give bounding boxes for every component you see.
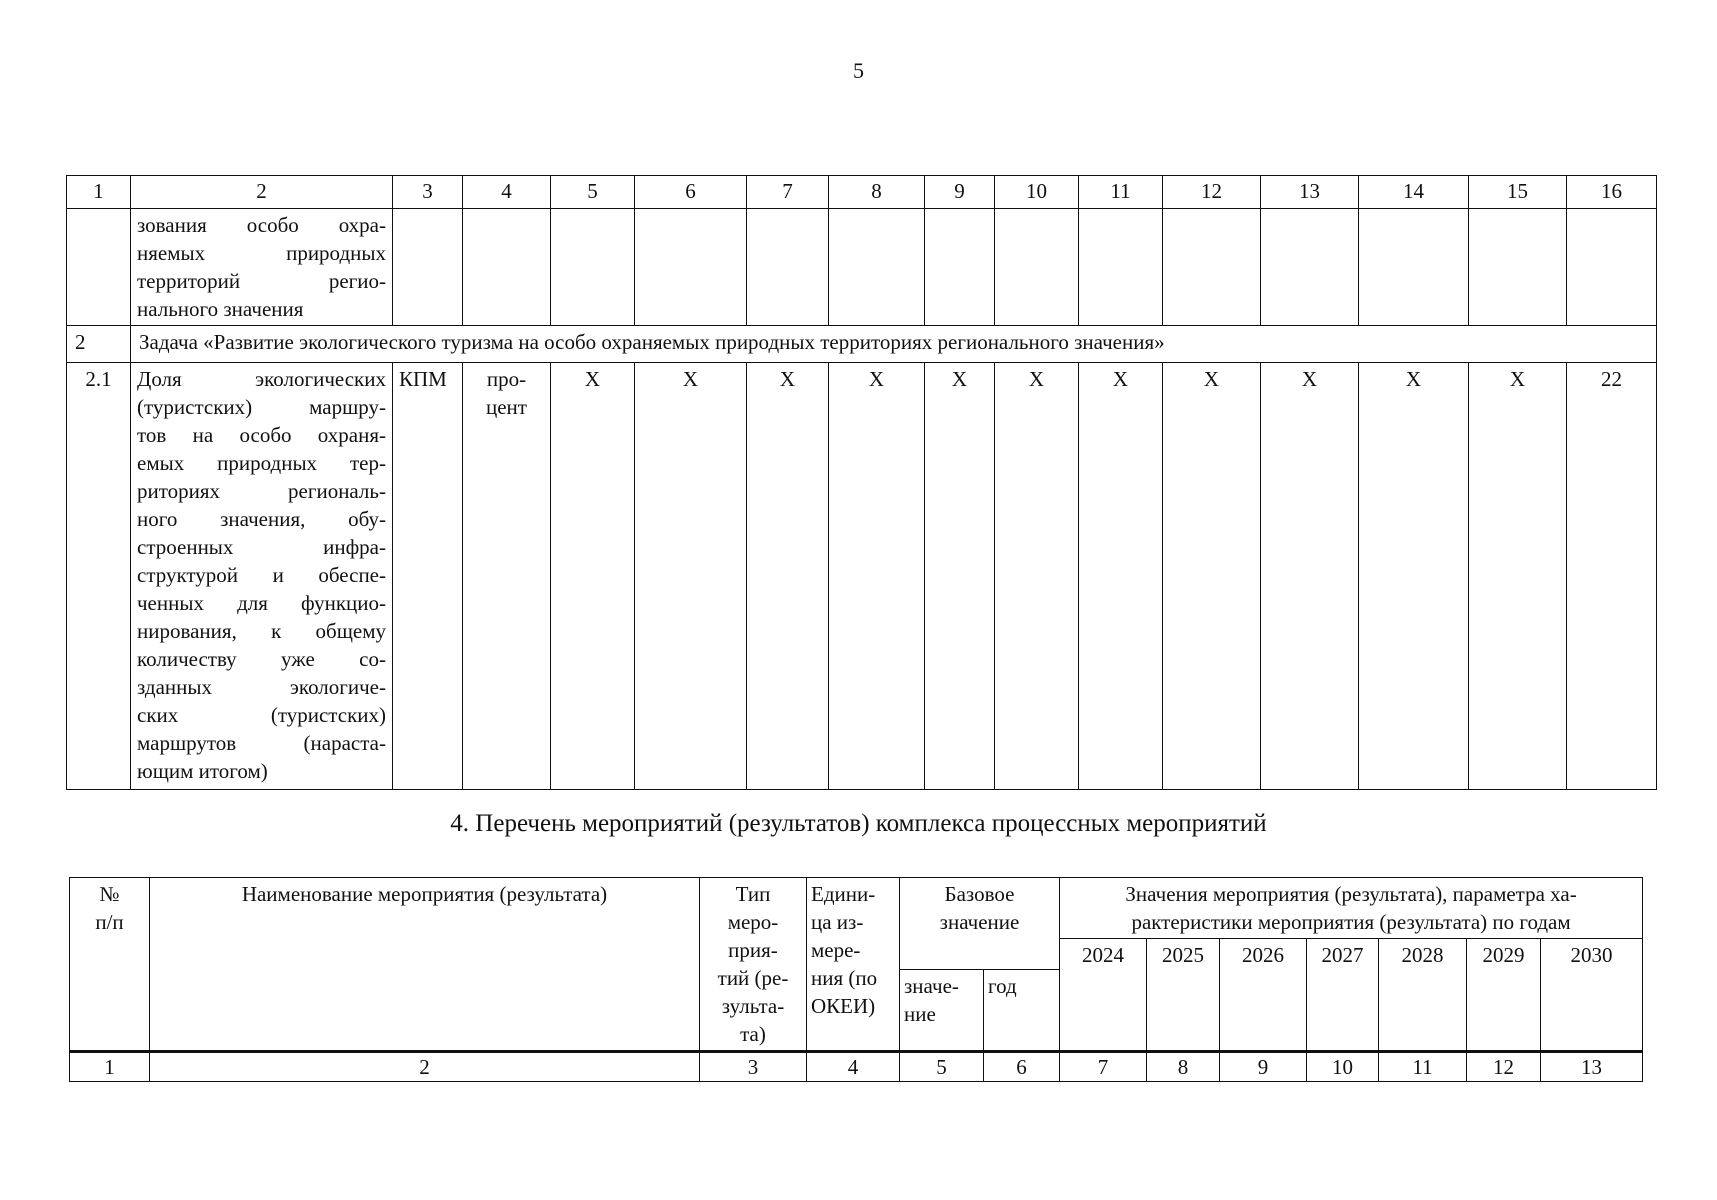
col-number: 12	[1163, 176, 1261, 209]
indicator-row	[67, 363, 1657, 790]
value-cell: X	[1079, 363, 1163, 790]
col-unit-header: Едини- ца из- мере- ния (по ОКЕИ)	[807, 878, 900, 1052]
value-cell: X	[1163, 363, 1261, 790]
year-header: 2029	[1467, 939, 1541, 1052]
value-cell: X	[1359, 363, 1469, 790]
col-base-value-header: значе- ние	[900, 970, 984, 1052]
col-number: 8	[1147, 1052, 1220, 1082]
value-cell: X	[829, 363, 925, 790]
column-numbers-row	[70, 1052, 1643, 1082]
col-number: 9	[1220, 1052, 1307, 1082]
col-number: 11	[1379, 1052, 1467, 1082]
task-row	[67, 326, 1657, 363]
indicator-number: 2.1	[67, 363, 131, 790]
col-number: 14	[1359, 176, 1469, 209]
col-values-header: Значения мероприятия (результата), параметра ха- рактеристики мероприятия (результата) по годам	[1060, 878, 1643, 939]
activities-table	[69, 877, 1643, 1082]
col-number: 13	[1541, 1052, 1643, 1082]
col-number: 7	[1060, 1052, 1147, 1082]
col-number: 2	[131, 176, 393, 209]
value-cell: X	[925, 363, 995, 790]
col-num-header: № п/п	[70, 878, 150, 1052]
col-name-header: Наименование мероприятия (результата)	[150, 878, 700, 1052]
value-cell: X	[635, 363, 747, 790]
col-number: 1	[67, 176, 131, 209]
section-title: 4. Перечень мероприятий (результатов) комплекса процессных мероприятий	[450, 810, 1267, 837]
col-number: 5	[551, 176, 635, 209]
value-cell: X	[747, 363, 829, 790]
col-number: 6	[635, 176, 747, 209]
col-number: 15	[1469, 176, 1567, 209]
value-cell-last: 22	[1567, 363, 1657, 790]
value-cell: X	[1261, 363, 1359, 790]
indicator-name: Доля экологических (туристских) маршру- тов на особо охраня- емых природных тер- риториях региональ- ного значения, обу- строенных инфра- структурой и обеспе- ченных для функцио- нирования, к общему количеству уже со- зданных экологиче- ских (туристских) маршрутов (нараста- ющим итогом)	[131, 363, 393, 790]
col-number: 1	[70, 1052, 150, 1082]
col-base-year-header: год	[984, 970, 1060, 1052]
value-cell: X	[995, 363, 1079, 790]
indicator-name-continued: зования особо охра- няемых природных территорий регио- нального значения	[131, 209, 393, 326]
task-text: Задача «Развитие экологического туризма на особо охраняемых природных территориях регионального значения»	[131, 326, 1657, 363]
col-base-header: Базовое значение	[900, 878, 1060, 970]
indicators-table	[66, 175, 1657, 790]
year-header: 2027	[1307, 939, 1379, 1052]
header-row	[67, 176, 1657, 209]
year-header: 2026	[1220, 939, 1307, 1052]
table-row	[67, 209, 1657, 326]
col-number: 4	[807, 1052, 900, 1082]
task-number: 2	[67, 326, 131, 363]
col-number: 6	[984, 1052, 1060, 1082]
value-cell: X	[551, 363, 635, 790]
indicator-unit: про- цент	[463, 363, 551, 790]
col-number: 13	[1261, 176, 1359, 209]
col-type-header: Тип меро- прия- тий (ре- зульта- та)	[700, 878, 807, 1052]
col-number: 12	[1467, 1052, 1541, 1082]
col-number: 3	[393, 176, 463, 209]
value-cell: X	[1469, 363, 1567, 790]
year-header: 2024	[1060, 939, 1147, 1052]
page-number: 5	[853, 58, 864, 83]
year-header: 2030	[1541, 939, 1643, 1052]
col-number: 3	[700, 1052, 807, 1082]
year-header: 2028	[1379, 939, 1467, 1052]
col-number: 16	[1567, 176, 1657, 209]
col-number: 2	[150, 1052, 700, 1082]
col-number: 5	[900, 1052, 984, 1082]
col-number: 10	[1307, 1052, 1379, 1082]
col-number: 11	[1079, 176, 1163, 209]
col-number: 7	[747, 176, 829, 209]
indicator-type: КПМ	[393, 363, 463, 790]
col-number: 8	[829, 176, 925, 209]
year-header: 2025	[1147, 939, 1220, 1052]
col-number: 9	[925, 176, 995, 209]
col-number: 4	[463, 176, 551, 209]
col-number: 10	[995, 176, 1079, 209]
header-row	[70, 878, 1643, 939]
